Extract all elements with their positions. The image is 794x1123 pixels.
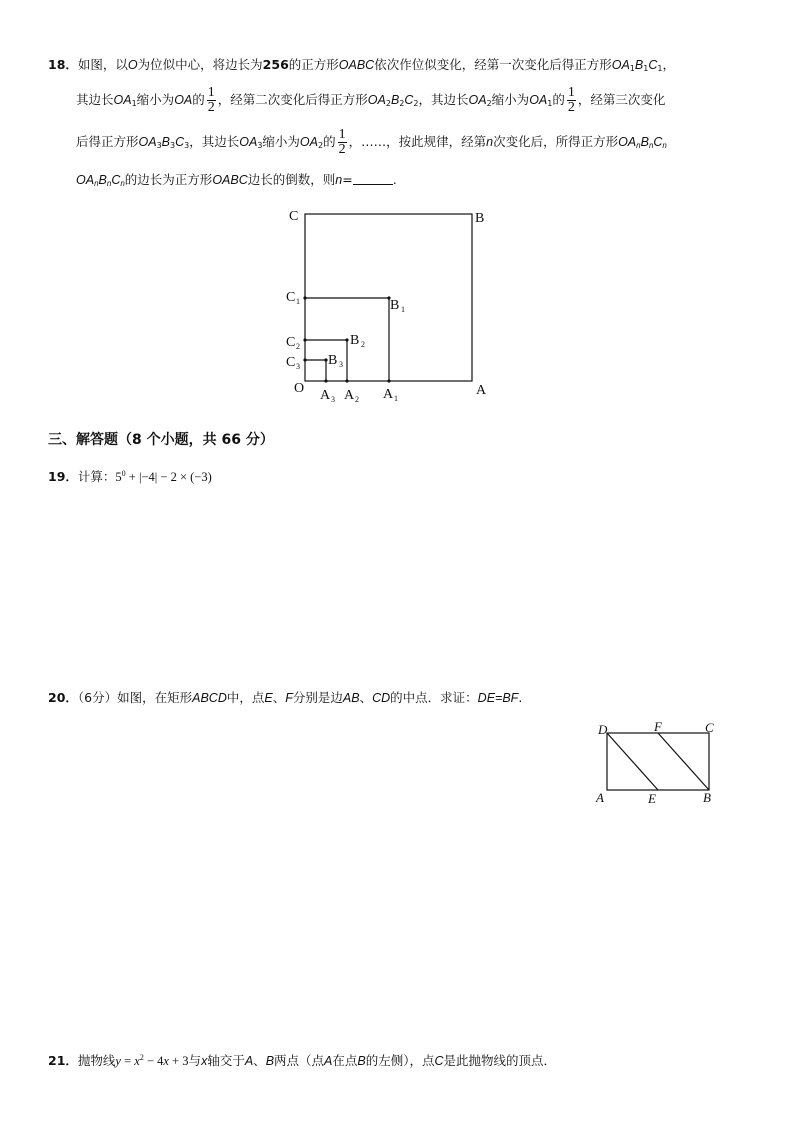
rectangle-ABCD xyxy=(607,733,709,790)
q18-line-1: 18．如图，以O为位似中心，将边长为256的正方形OABC依次作位似变化，经第一次变化后得正方形$OA_1B_1C_1$， xyxy=(48,57,675,73)
label-C1: C xyxy=(286,290,296,305)
segment-FB xyxy=(658,733,709,790)
q20: 20．（6分）如图，在矩形ABCD中，点E、F分别是边AB、CD的中点．求证：DE=BF. xyxy=(48,690,523,705)
label-B: B xyxy=(703,790,711,805)
svg-text:1: 1 xyxy=(296,297,300,306)
label-E: E xyxy=(648,791,656,806)
label-C: C xyxy=(705,720,714,735)
label-C: C xyxy=(289,209,299,224)
figure-nested-squares xyxy=(280,200,510,410)
label-A: A xyxy=(476,383,487,398)
section-heading: 三、解答题（8 个小题，共 66 分） xyxy=(48,432,274,448)
svg-text:1: 1 xyxy=(394,394,398,403)
svg-text:3: 3 xyxy=(296,362,300,371)
svg-text:2: 2 xyxy=(296,342,300,351)
q21: 21．抛物线$y = x^2 - 4x + 3$与x轴交于A、B两点（点A在点B的左侧），点C是此抛物线的顶点． xyxy=(48,1053,557,1068)
fraction-half: $\frac{1}{2}$ xyxy=(567,85,575,115)
q18-line-2: 其边长$OA_1$缩小为OA的 $\frac{1}{2}$ ，经第二次变化后得正方形$OA_2B_2C_2$，其边长$OA_2$缩小为$OA_1$的 $\frac{1}{2}$ ，经第三次变化 xyxy=(76,85,666,115)
fraction-half: $\frac{1}{2}$ xyxy=(338,127,346,157)
label-C3: C xyxy=(286,355,296,370)
label-B3: B xyxy=(328,353,338,368)
answer-blank[interactable] xyxy=(353,172,393,185)
label-B: B xyxy=(475,211,485,226)
label-B1: B xyxy=(390,298,400,313)
label-O: O xyxy=(294,381,305,396)
svg-text:1: 1 xyxy=(401,305,405,314)
question-number: 19． xyxy=(48,469,78,484)
label-F: F xyxy=(654,719,662,734)
question-number: 21． xyxy=(48,1053,78,1068)
question-number: 18． xyxy=(48,57,78,72)
svg-text:2: 2 xyxy=(355,395,359,404)
question-number: 20． xyxy=(48,690,78,705)
figure-rectangle xyxy=(592,718,722,810)
fraction-half: $\frac{1}{2}$ xyxy=(207,85,215,115)
q18-line-4: $OA_nB_nC_n$的边长为正方形OABC边长的倒数，则n= . xyxy=(76,172,397,188)
square-OA3B3C3 xyxy=(305,360,326,381)
svg-text:3: 3 xyxy=(331,395,335,404)
label-A2: A xyxy=(344,388,355,403)
label-A3: A xyxy=(320,388,331,403)
label-D: D xyxy=(598,722,608,737)
q19: 19．计算：$5^0 + |-4| - 2 \times (-3)$ xyxy=(48,469,212,484)
svg-text:3: 3 xyxy=(339,360,343,369)
label-A1: A xyxy=(383,387,394,402)
q18-line-3: 后得正方形$OA_3B_3C_3$，其边长$OA_3$缩小为$OA_2$的 $\frac{1}{2}$ ，……，按此规律，经第n次变化后，所得正方形$OA_nB_nC_n$ xyxy=(76,127,667,157)
svg-text:2: 2 xyxy=(361,340,365,349)
label-B2: B xyxy=(350,333,360,348)
segment-DE xyxy=(607,733,658,790)
label-C2: C xyxy=(286,335,296,350)
label-A: A xyxy=(596,790,604,805)
